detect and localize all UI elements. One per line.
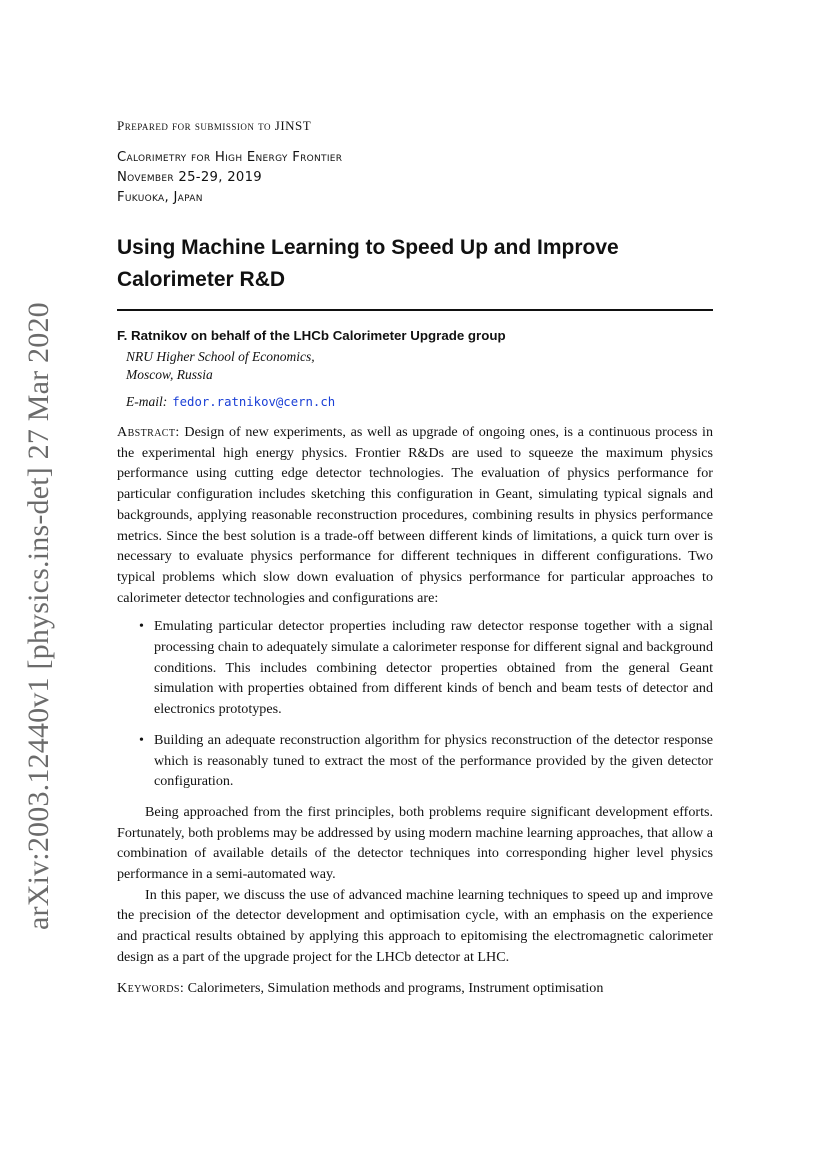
bullet-text: Emulating particular detector properties including raw detector response together with a signal processing chain to adequately simulate a calorimeter response for different signal and background conditions. This includes combining detector properties obtained from the general Geant simulation with properties obtained from different kinds of bench and beam tests of detector and electronics prototypes. <box>154 618 713 718</box>
paper-title-line-2: Calorimeter R&D <box>117 268 286 291</box>
list-item <box>139 616 713 720</box>
abstract-text: Design of new experiments, as well as upgrade of ongoing ones, is a continuous process in the experimental high energy physics. Frontier R&Ds are used to squeeze the maximum physics performance using cutting edge detector technologies. The evaluation of physics performance for particular configuration includes sketching this configuration in Geant, simulating typical signals and backgrounds, applying reasonable reconstruction procedures, combining results in physics performance metrics. Since the best solution is a trade-off between different kinds of limitations, a quick turn over is necessary to evaluate physics performance for different techniques in different configurations. Two typical problems which slow down evaluation of physics performance for particular approaches to calorimeter detector technologies and configurations are: <box>117 424 713 606</box>
submission-note: Prepared for submission to JINST <box>117 118 312 133</box>
email-link[interactable]: fedor.ratnikov@cern.ch <box>172 395 336 409</box>
conference-name: Calorimetry for High Energy Frontier <box>117 150 343 165</box>
abstract-label: Abstract: <box>117 424 180 440</box>
conference-location: Fukuoka, Japan <box>117 190 203 205</box>
author-name: F. Ratnikov on behalf of the LHCb Calorimeter Upgrade group <box>117 328 506 343</box>
list-item <box>139 730 713 792</box>
paper-content <box>117 118 713 998</box>
title-divider <box>117 309 713 311</box>
author-affiliation <box>126 348 713 384</box>
affiliation-city: Moscow, Russia <box>126 367 213 382</box>
author-email <box>126 394 713 410</box>
paper-title-line-1: Using Machine Learning to Speed Up and Improve <box>117 236 619 259</box>
conference-dates: November 25-29, 2019 <box>117 170 262 185</box>
keywords-label: Keywords: <box>117 979 185 996</box>
arxiv-stamp <box>18 302 60 930</box>
abstract-paragraph-1: Being approached from the first principles, both problems require significant development efforts. Fortunately, both problems may be addressed by using modern machine learning approaches, that allow a combination of available details of the detector techniques into corresponding higher level physics performance in a semi-automated way. <box>117 803 713 883</box>
bullet-text: Building an adequate reconstruction algorithm for physics reconstruction of the detector response which is reasonably tuned to extract the most of the performance provided by the given detector configuration. <box>154 731 713 790</box>
abstract-bullet-list <box>117 616 713 792</box>
arxiv-identifier[interactable]: arXiv:2003.12440v1 [physics.ins-det] 27 Mar 2020 <box>22 302 55 930</box>
abstract-paragraph-2: In this paper, we discuss the use of advanced machine learning techniques to speed up and improve the precision of the detector development and optimisation cycle, with an emphasis on the experience and practical results obtained by applying this approach to epitomising the electromagnetic calorimeter design as a part of the upgrade project for the LHCb detector at LHC. <box>117 886 713 965</box>
affiliation-institution: NRU Higher School of Economics, <box>126 349 315 364</box>
bullet-icon: • <box>139 618 144 635</box>
keywords-text: Calorimeters, Simulation methods and programs, Instrument optimisation <box>187 979 604 996</box>
bullet-icon: • <box>139 731 144 748</box>
email-label: E-mail: <box>126 394 168 409</box>
paper-title <box>117 232 713 296</box>
abstract <box>117 422 713 608</box>
conference-info <box>117 148 713 208</box>
keywords <box>117 978 713 999</box>
